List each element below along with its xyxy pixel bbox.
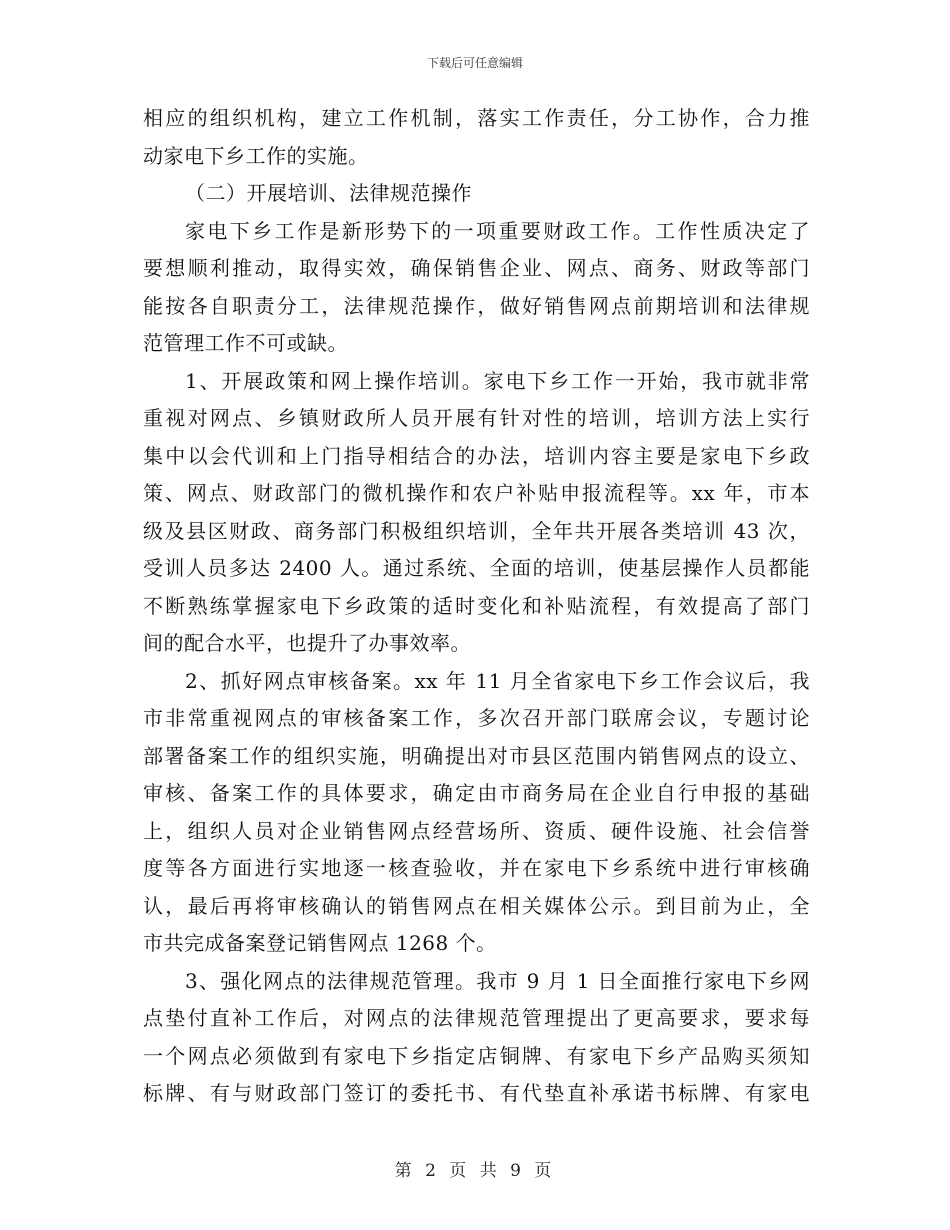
text-line: 重视对网点、乡镇财政所人员开展有针对性的培训，培训方法上实行: [143, 406, 810, 430]
text-line: 能按各自职责分工，法律规范操作，做好销售网点前期培训和法律规: [143, 293, 810, 318]
text-line: 上，组织人员对企业销售网点经营场所、资质、硬件设施、社会信誉: [143, 818, 810, 843]
text-line: 市非常重视网点的审核备案工作，多次召开部门联席会议，专题讨论: [143, 706, 810, 730]
paragraph-first-line: 2、抓好网点审核备案。xx 年 11 月全省家电下乡工作会议后，我: [185, 668, 810, 693]
text-line: 一个网点必须做到有家电下乡指定店铜牌、有家电下乡产品购买须知: [143, 1043, 810, 1068]
paragraph-first-line: 1、开展政策和网上操作培训。家电下乡工作一开始，我市就非常: [185, 368, 810, 393]
text-line: 间的配合水平，也提升了办事效率。: [143, 631, 471, 655]
text-line: 市共完成备案登记销售网点 1268 个。: [143, 931, 497, 955]
text-line: 度等各方面进行实地逐一核查验收，并在家电下乡系统中进行审核确: [143, 856, 810, 880]
paragraph-first-line: 家电下乡工作是新形势下的一项重要财政工作。工作性质决定了: [185, 218, 810, 243]
text-line: 标牌、有与财政部门签订的委托书、有代垫直补承诺书标牌、有家电: [143, 1081, 810, 1105]
text-line: 级及县区财政、商务部门积极组织培训，全年共开展各类培训 43 次，: [143, 518, 810, 543]
text-line: 不断熟练掌握家电下乡政策的适时变化和补贴流程，有效提高了部门: [143, 593, 810, 618]
header-note: 下载后可任意编辑: [426, 56, 523, 70]
section-heading: （二）开展培训、法律规范操作: [185, 181, 472, 205]
text-line: 集中以会代训和上门指导相结合的办法，培训内容主要是家电下乡政: [143, 443, 810, 468]
text-line: 范管理工作不可或缺。: [143, 331, 348, 355]
text-line: 认，最后再将审核确认的销售网点在相关媒体公示。到目前为止，全: [143, 893, 810, 918]
text-line: 部署备案工作的组织实施，明确提出对市县区范围内销售网点的设立、: [143, 743, 810, 768]
text-line: 受训人员多达 2400 人。通过系统、全面的培训，使基层操作人员都能: [143, 556, 810, 580]
text-line: 策、网点、财政部门的微机操作和农户补贴申报流程等。xx 年，市本: [143, 481, 810, 505]
text-line: 点垫付直补工作后，对网点的法律规范管理提出了更高要求，要求每: [143, 1006, 810, 1030]
paragraph-first-line: 3、强化网点的法律规范管理。我市 9 月 1 日全面推行家电下乡网: [185, 968, 810, 993]
text-line: 要想顺利推动，取得实效，确保销售企业、网点、商务、财政等部门: [143, 256, 810, 280]
text-line: 相应的组织机构，建立工作机制，落实工作责任，分工协作，合力推: [143, 106, 810, 130]
text-line: 审核、备案工作的具体要求，确定由市商务局在企业自行申报的基础: [143, 781, 810, 805]
page-number: 第 2 页 共 9 页: [394, 1161, 556, 1181]
document-body: [143, 100, 810, 1113]
text-line: 动家电下乡工作的实施。: [143, 143, 369, 168]
